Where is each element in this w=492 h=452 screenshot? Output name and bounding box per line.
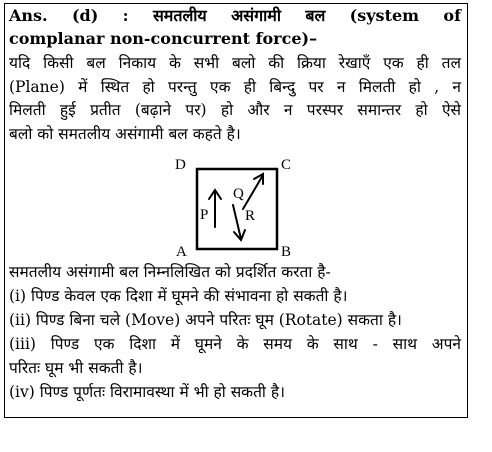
list-intro: समतलीय असंगामी बल निम्नलिखित को प्रदर्शित करता है-	[9, 263, 331, 281]
force-label-q: Q	[233, 186, 244, 202]
corner-label-d: D	[175, 157, 186, 173]
answer-heading-line1: Ans. (d) : समतलीय असंगामी बल (system of	[9, 6, 461, 25]
definition-line: यदि किसी बल निकाय के सभी बलो की क्रिया रेखाएँ एक ही तल	[9, 54, 461, 72]
definition-line: बलो को समतलीय असंगामी बल कहते है।	[9, 124, 241, 143]
list-item: (i) पिण्ड केवल एक दिशा में घूमने की संभावना हो सकती है।	[9, 287, 348, 305]
list-item-continuation: परितः घूम भी सकती है।	[9, 359, 143, 377]
list-item: (iv) पिण्ड पूर्णतः विरामावस्था में भी हो सकती है।	[9, 383, 285, 401]
effects-list	[9, 260, 461, 404]
force-label-p: P	[200, 207, 209, 223]
force-q-arrow	[243, 175, 263, 209]
corner-label-c: C	[281, 157, 292, 173]
corner-label-b: B	[281, 244, 292, 259]
force-square-diagram	[170, 155, 300, 259]
definition-line: (Plane) में स्थित हो परन्तु एक ही बिन्दु पर न मिलती हो , न	[9, 77, 461, 96]
force-r-arrow	[233, 205, 241, 239]
list-item: (iii) पिण्ड एक दिशा में घूमने के समय के साथ - साथ अपने	[9, 335, 461, 353]
force-label-r: R	[245, 208, 256, 224]
definition-paragraph	[9, 52, 461, 146]
square-body	[197, 169, 277, 249]
corner-label-a: A	[176, 244, 187, 259]
definition-line: मिलती हुई प्रतीत (बढ़ाने पर) हो और न परस्पर समान्तर हो ऐसे	[9, 101, 461, 119]
answer-heading-line2: complanar non-concurrent force)–	[9, 29, 318, 48]
list-item: (ii) पिण्ड बिना चले (Move) अपने परितः घूम (Rotate) सकता है।	[9, 311, 402, 329]
